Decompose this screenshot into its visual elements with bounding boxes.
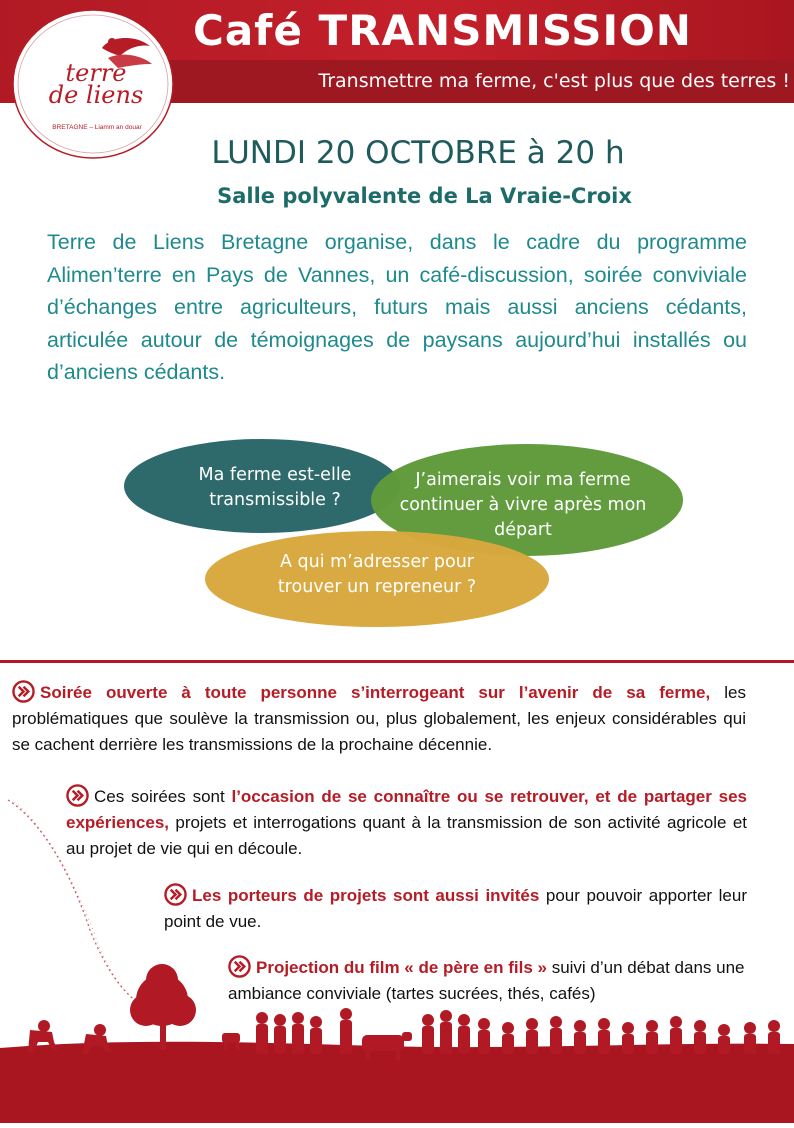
paragraph-1-text: les problématiques que soulève la transmission ou, plus globalement, les enjeux considérables qui se cachent derrière les transmissions de la prochaine décennie. — [12, 683, 746, 754]
venn-left-label: Ma ferme est-elle transmissible ? — [198, 465, 352, 510]
event-venue: Salle polyvalente de La Vraie-Croix — [217, 184, 632, 208]
event-date: LUNDI 20 OCTOBRE à 20 h — [211, 135, 625, 171]
paragraph-1-highlight: Soirée ouverte à toute personne s’interrogeant sur l’avenir de sa ferme, — [40, 683, 711, 702]
paragraph-2-lead: Ces soirées sont — [94, 787, 232, 806]
intro-paragraph: Terre de Liens Bretagne organise, dans le cadre du programme Alimen’terre en Pays de Vannes, un café-discussion, soirée conviviale d’échanges entre agriculteurs, futurs mais aussi anciens cédants, articulée autour de témoignages de paysans aujourd’hui installés ou d’anciens cédants. — [47, 230, 747, 384]
paragraph-2-text: projets et interrogations quant à la transmission de son activité agricole et au projet de vie qui en découle. — [66, 813, 747, 858]
section-divider — [0, 660, 794, 663]
paragraph-4-highlight: Projection du film « de père en fils » — [256, 958, 547, 977]
paragraph-open-evening — [12, 680, 746, 758]
venn-bottom-label: A qui m’adresser pour trouver un repreneur ? — [277, 552, 477, 597]
tree-icon — [130, 964, 196, 1050]
paragraph-2-highlight: l’occasion de se connaître ou se retrouver, et de partager ses expériences, — [66, 787, 747, 832]
venn-diagram — [0, 430, 794, 630]
paragraph-3-highlight: Les porteurs de projets sont aussi invités — [192, 886, 540, 905]
wind-streak — [8, 800, 150, 1010]
logo-tagline: BRETAGNE – Liamm an douar — [52, 124, 142, 131]
page-title: Café TRANSMISSION — [193, 6, 692, 55]
paragraph-3-text: pour pouvoir apporter leur point de vue. — [164, 886, 747, 931]
logo-word-terre: terre — [65, 59, 127, 87]
chevron-double-icon — [12, 680, 35, 703]
page-subtitle: Transmettre ma ferme, c'est plus que des terres ! — [318, 70, 790, 92]
logo-wordmark — [36, 59, 156, 109]
logo-word-de-liens: de liens — [48, 81, 144, 109]
venn-right-label: J’aimerais voir ma ferme continuer à vivre après mon départ — [399, 470, 647, 540]
paragraph-4-text: suivi d’un débat dans une ambiance conviviale (tartes sucrées, thés, cafés) — [228, 958, 745, 1003]
footer-illustration — [0, 780, 794, 1123]
